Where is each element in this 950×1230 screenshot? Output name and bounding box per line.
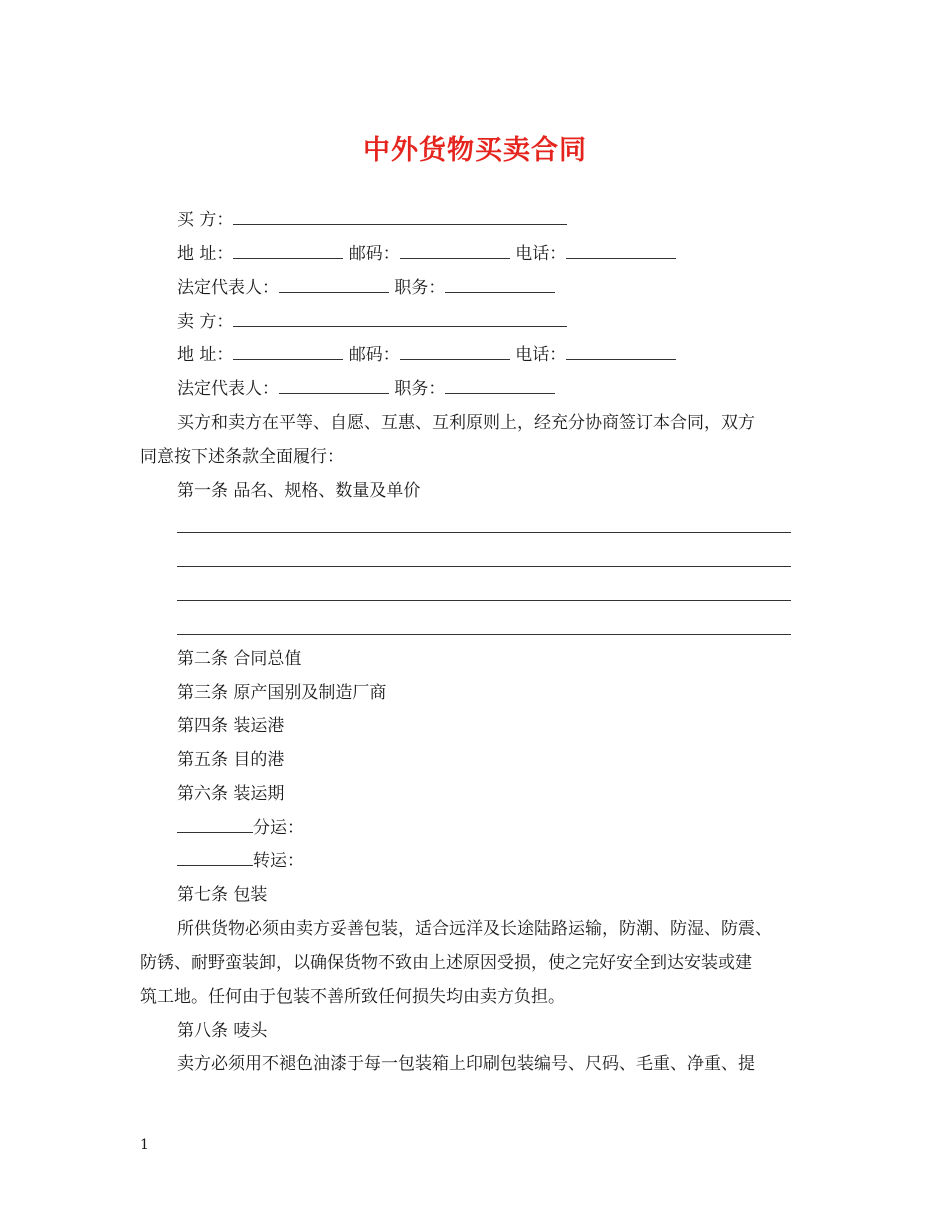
buyer-party-line [177, 208, 567, 232]
buyer-phone-label: 电话： [515, 244, 567, 264]
partial-shipment-blank[interactable] [177, 816, 253, 833]
seller-representative-blank[interactable] [279, 377, 389, 394]
article-1-fill-line-4[interactable] [177, 634, 791, 635]
buyer-party-label: 买 方： [177, 210, 234, 230]
preamble-line-2: 同意按下述条款全面履行： [140, 447, 344, 467]
buyer-position-label: 职务： [394, 278, 446, 298]
seller-address-line [177, 343, 676, 367]
seller-party-blank[interactable] [233, 310, 567, 327]
seller-party-label: 卖 方： [177, 312, 234, 332]
preamble-line-1: 买方和卖方在平等、自愿、互惠、互利原则上，经充分协商签订本合同，双方 [177, 413, 755, 433]
buyer-representative-line [177, 276, 555, 300]
article-1-heading: 第一条 品名、规格、数量及单价 [177, 481, 421, 501]
seller-party-line [177, 310, 567, 334]
article-1-fill-line-3[interactable] [177, 600, 791, 601]
document-title: 中外货物买卖合同 [363, 135, 587, 166]
buyer-phone-blank[interactable] [566, 242, 676, 259]
article-7-text-line-2: 防锈、耐野蛮装卸，以确保货物不致由上述原因受损，使之完好安全到达安装或建 [140, 953, 752, 973]
article-1-fill-line-2[interactable] [177, 566, 791, 567]
buyer-party-blank[interactable] [233, 208, 567, 225]
article-6-heading: 第六条 装运期 [177, 784, 285, 804]
transshipment-blank[interactable] [177, 849, 253, 866]
buyer-address-blank[interactable] [233, 242, 343, 259]
buyer-postcode-blank[interactable] [400, 242, 510, 259]
seller-postcode-label: 邮码： [348, 345, 400, 365]
seller-representative-line [177, 377, 555, 401]
article-8-text-line-1: 卖方必须用不褪色油漆于每一包装箱上印刷包装编号、尺码、毛重、净重、提 [177, 1054, 755, 1074]
article-6-transshipment-line [177, 849, 304, 873]
article-4-heading: 第四条 装运港 [177, 716, 285, 736]
article-3-heading: 第三条 原产国别及制造厂商 [177, 683, 387, 703]
article-1-fill-line-1[interactable] [177, 532, 791, 533]
article-5-heading: 第五条 目的港 [177, 750, 285, 770]
partial-shipment-label: 分运： [253, 818, 304, 838]
seller-phone-blank[interactable] [566, 343, 676, 360]
seller-position-blank[interactable] [445, 377, 555, 394]
buyer-address-line [177, 242, 676, 266]
seller-postcode-blank[interactable] [400, 343, 510, 360]
article-6-partial-shipment-line [177, 816, 304, 840]
article-7-text-line-3: 筑工地。任何由于包装不善所致任何损失均由卖方负担。 [140, 987, 565, 1007]
article-7-text-line-1: 所供货物必须由卖方妥善包装，适合远洋及长途陆路运输，防潮、防湿、防震、 [177, 919, 772, 939]
seller-representative-label: 法定代表人： [177, 379, 279, 399]
buyer-postcode-label: 邮码： [348, 244, 400, 264]
article-8-heading: 第八条 唛头 [177, 1021, 268, 1041]
article-7-heading: 第七条 包装 [177, 885, 268, 905]
buyer-representative-label: 法定代表人： [177, 278, 279, 298]
buyer-representative-blank[interactable] [279, 276, 389, 293]
transshipment-label: 转运： [253, 851, 304, 871]
seller-position-label: 职务： [394, 379, 446, 399]
buyer-position-blank[interactable] [445, 276, 555, 293]
page-number: 1 [140, 1137, 149, 1153]
article-2-heading: 第二条 合同总值 [177, 649, 302, 669]
buyer-address-label: 地 址： [177, 244, 234, 264]
seller-address-blank[interactable] [233, 343, 343, 360]
seller-address-label: 地 址： [177, 345, 234, 365]
seller-phone-label: 电话： [515, 345, 567, 365]
